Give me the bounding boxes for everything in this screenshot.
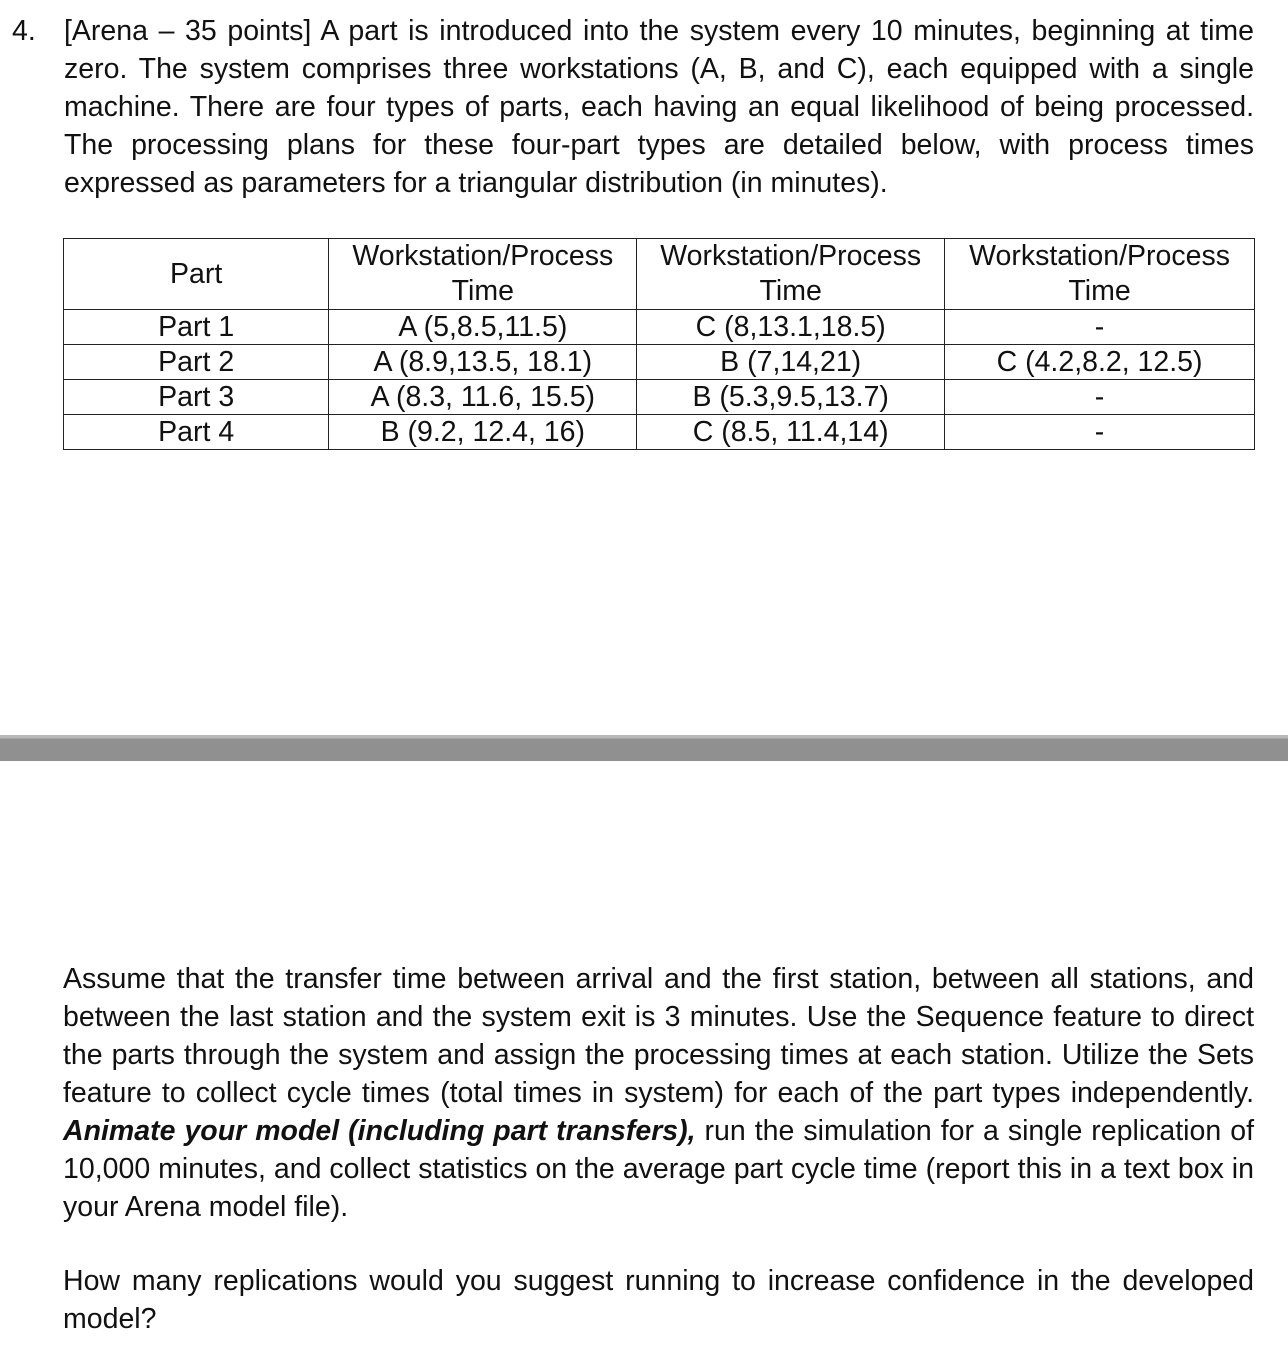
processing-plan-table: [63, 238, 1255, 450]
table-cell: -: [945, 380, 1255, 415]
replications-question: How many replications would you suggest running to increase confidence in the developed model?: [63, 1265, 1254, 1335]
table-cell: B (7,14,21): [637, 345, 945, 380]
table-cell: C (8.5, 11.4,14): [637, 415, 945, 450]
table-cell: A (5,8.5,11.5): [329, 310, 637, 345]
table-cell: C (8,13.1,18.5): [637, 310, 945, 345]
table-cell: C (4.2,8.2, 12.5): [945, 345, 1255, 380]
table-row: [64, 310, 1255, 345]
table-header-row: [64, 239, 1255, 310]
question-text: [Arena – 35 points] A part is introduced into the system every 10 minutes, beginning at time zero. The system comprises three workstations (A, B, and C), each equipped with a single machine. There are four types of parts, each having an equal likelihood of being processed. The processing plans for these four-part types are detailed below, with process times expressed as parameters for a triangular distribution (in minutes).: [64, 15, 1254, 199]
table-cell: Part 2: [64, 345, 329, 380]
table-cell: Part 3: [64, 380, 329, 415]
table-cell: A (8.9,13.5, 18.1): [329, 345, 637, 380]
table-row: [64, 380, 1255, 415]
table-cell: B (5.3,9.5,13.7): [637, 380, 945, 415]
table-cell: Part 1: [64, 310, 329, 345]
section-divider: [0, 735, 1288, 761]
table-cell: -: [945, 415, 1255, 450]
header-workstation-3: Workstation/Process Time: [945, 239, 1255, 310]
table-row: [64, 345, 1255, 380]
table-cell: Part 4: [64, 415, 329, 450]
table-row: [64, 415, 1255, 450]
animate-emphasis: Animate your model (including part transfers),: [63, 1115, 696, 1147]
assumptions-text-end: run the simulation for a single replication of 10,000 minutes, and collect statistics on the average part cycle time (report this in a text box in your Arena model file).: [63, 1115, 1254, 1223]
header-workstation-2: Workstation/Process Time: [637, 239, 945, 310]
table-cell: B (9.2, 12.4, 16): [329, 415, 637, 450]
table-cell: A (8.3, 11.6, 15.5): [329, 380, 637, 415]
assumptions-text: Assume that the transfer time between arrival and the first station, between all stations, and between the last station and the system exit is 3 minutes. Use the Sequence feature to direct the parts through the system and assign the processing times at each station. Utilize the Sets feature to collect cycle times (total times in system) for each of the part types independently.: [63, 963, 1254, 1109]
assumptions-paragraph: [63, 960, 1254, 1226]
header-part: Part: [64, 239, 329, 310]
header-workstation-1: Workstation/Process Time: [329, 239, 637, 310]
question-block: [12, 12, 1254, 202]
question-number: 4.: [12, 15, 36, 47]
table-cell: -: [945, 310, 1255, 345]
